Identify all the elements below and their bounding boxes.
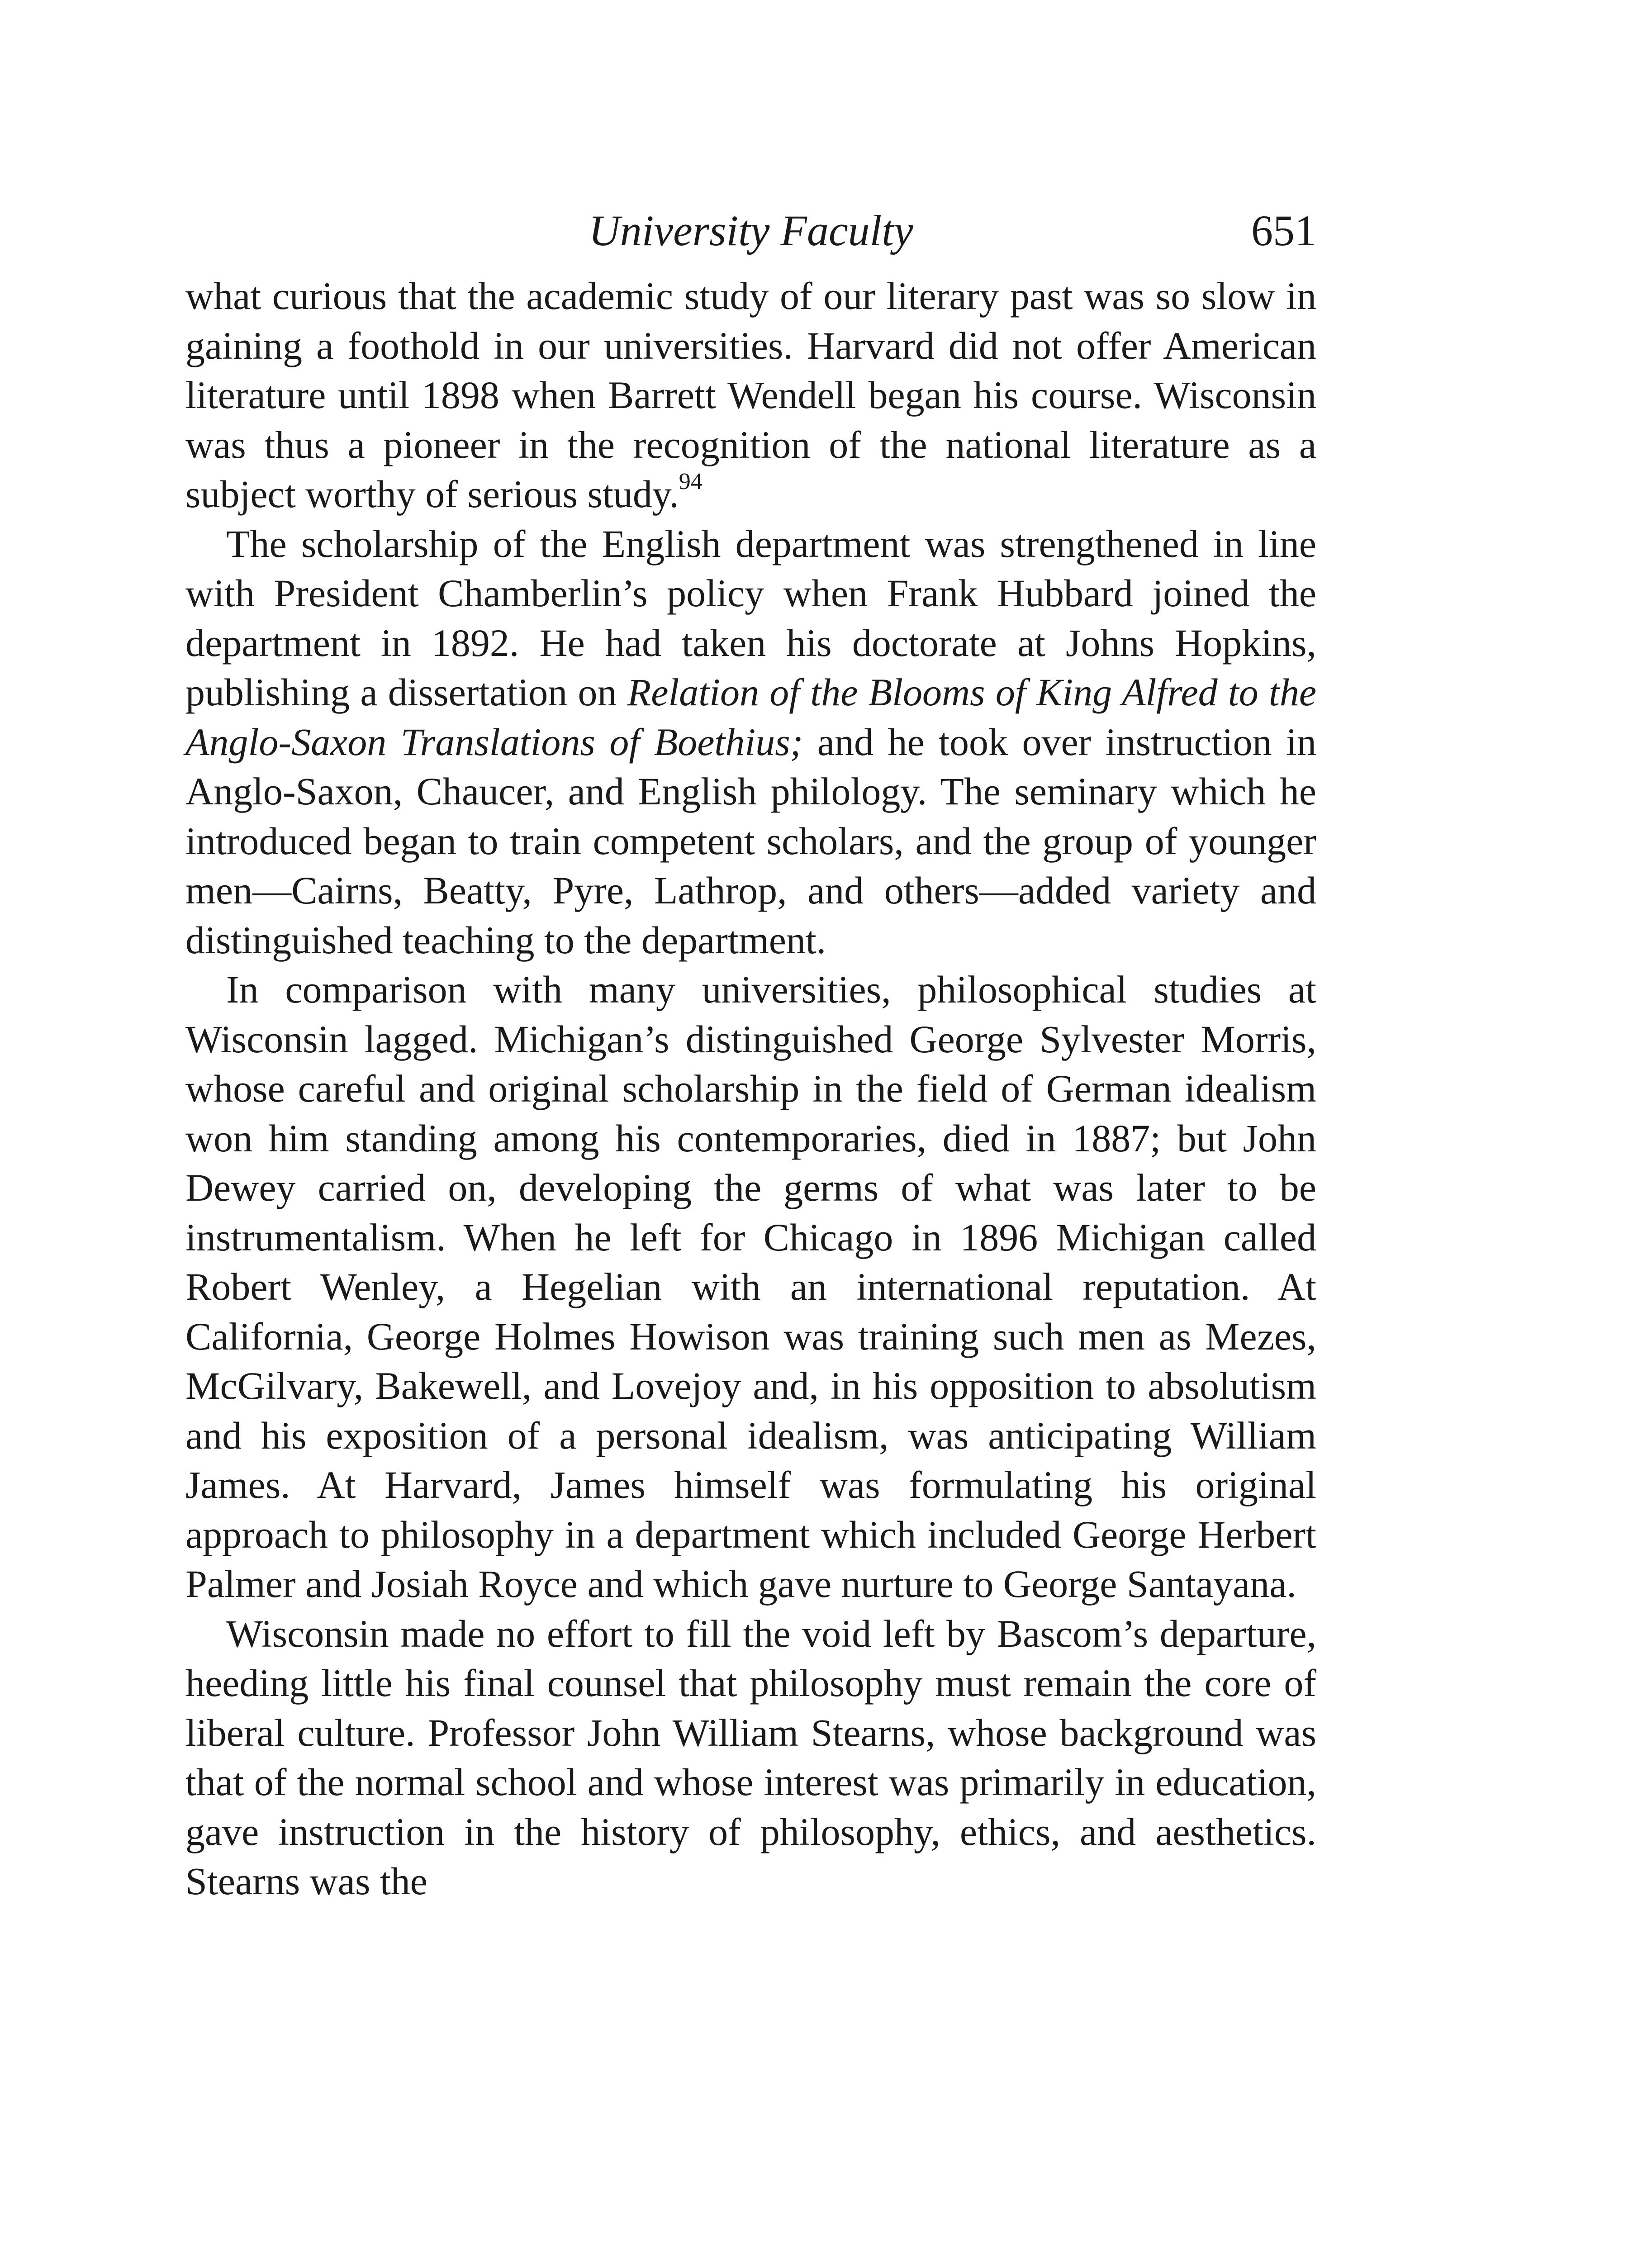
page-number: 651 <box>1251 206 1316 255</box>
text-run: what curious that the academic study of our literary past was so slow in gaining a foothold in our universities. Harvard did not offer American literature until 1898 when Barrett Wendell began his course. Wisconsin was thus a pioneer in the recognition of the national literature as a subject worthy of serious study. <box>185 274 1316 516</box>
paragraph <box>185 519 1316 965</box>
text-run: and he took over instruction in Anglo-Saxon, Chaucer, and English philology. The seminary which he introduced began to train competent scholars, and the group of younger men—Cairns, Beatty, Pyre, Lathrop, and others—added variety and distinguished teaching to the department. <box>185 720 1316 962</box>
page-header <box>185 199 1316 271</box>
paragraph <box>185 1609 1316 1906</box>
text-run: Wisconsin made no effort to fill the void left by Bascom’s departure, heeding little his final counsel that philosophy must remain the core of liberal culture. Professor John William Stearns, whose background was that of the normal school and whose interest was primarily in education, gave instruction in the history of philosophy, ethics, and aesthetics. Stearns was the <box>185 1611 1316 1903</box>
running-title: University Faculty <box>589 206 913 255</box>
paragraph <box>185 965 1316 1609</box>
italic-title: Relation of the Blooms of King Alfred to the Anglo-Saxon Translations of Boethius; <box>185 670 1316 764</box>
body-text <box>185 271 1316 1906</box>
footnote-reference: 94 <box>679 469 703 495</box>
text-run: The scholarship of the English department was strengthened in line with President Chamberlin’s policy when Frank Hubbard joined the department in 1892. He had taken his doctorate at Johns Hopkins, publishing a dissertation on <box>185 522 1316 714</box>
paragraph <box>185 271 1316 519</box>
text-run: In comparison with many universities, philosophical studies at Wisconsin lagged. Michigan’s distinguished George Sylvester Morris, whose careful and original scholarship in the field of German idealism won him standing among his contemporaries, died in 1887; but John Dewey carried on, developing the germs of what was later to be instrumentalism. When he left for Chicago in 1896 Michigan called Robert Wenley, a Hegelian with an international reputation. At California, George Holmes Howison was training such men as Mezes, McGilvary, Bakewell, and Lovejoy and, in his opposition to absolutism and his exposition of a personal idealism, was anticipating William James. At Harvard, James himself was formulating his original approach to philosophy in a department which included George Herbert Palmer and Josiah Royce and which gave nurture to George Santayana. <box>185 968 1316 1606</box>
